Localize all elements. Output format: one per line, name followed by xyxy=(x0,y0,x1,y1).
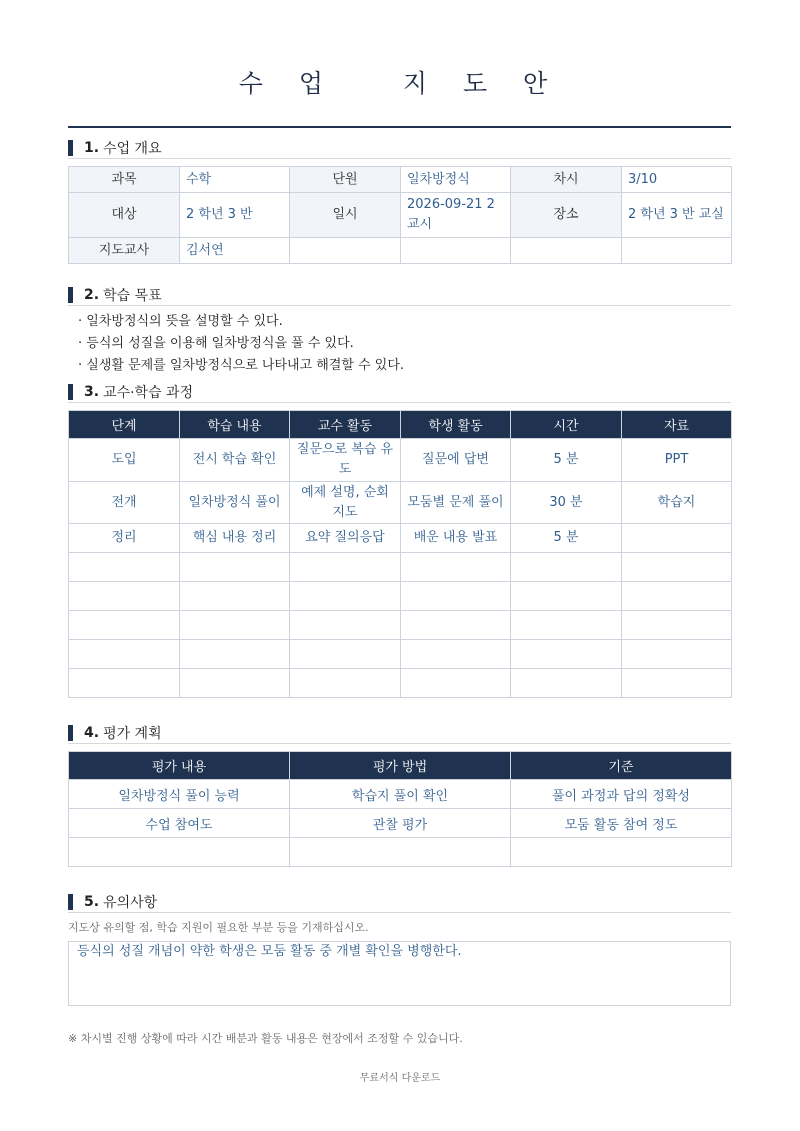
table-cell xyxy=(511,582,622,611)
table-cell: 일차방정식 풀이 능력 xyxy=(69,780,290,809)
empty-cell xyxy=(622,238,732,264)
place-label: 장소 xyxy=(511,193,622,238)
title-divider xyxy=(68,126,731,128)
section-heading-overview xyxy=(68,137,731,159)
table-cell: 학습지 풀이 확인 xyxy=(290,780,511,809)
notes-box: 등식의 성질 개념이 약한 학생은 모둠 활동 중 개별 확인을 병행한다. xyxy=(68,941,731,1006)
column-header: 기준 xyxy=(511,752,732,780)
section-heading-notes xyxy=(68,891,731,913)
table-row xyxy=(69,553,732,582)
goal-item: · 실생활 문제를 일차방정식으로 나타내고 해결할 수 있다. xyxy=(78,358,405,373)
section-marker xyxy=(68,384,73,400)
table-cell xyxy=(401,611,511,640)
table-cell xyxy=(69,611,180,640)
process-table xyxy=(68,410,732,698)
table-row xyxy=(69,640,732,669)
column-header: 자료 xyxy=(622,411,732,439)
table-cell: 관찰 평가 xyxy=(290,809,511,838)
table-cell: 5 분 xyxy=(511,439,622,482)
process-header-row xyxy=(69,411,732,439)
table-cell xyxy=(622,611,732,640)
table-row xyxy=(69,482,732,524)
table-row xyxy=(69,439,732,482)
table-cell xyxy=(69,553,180,582)
section-title: 유의사항 xyxy=(103,894,158,911)
table-cell: 풀이 과정과 답의 정확성 xyxy=(511,780,732,809)
table-cell xyxy=(290,640,401,669)
section-title: 학습 목표 xyxy=(103,287,162,304)
table-cell xyxy=(511,669,622,698)
column-header: 시간 xyxy=(511,411,622,439)
footnote: ※ 차시별 진행 상황에 따라 시간 배분과 활동 내용은 현장에서 조정할 수 있습니다. xyxy=(68,1032,463,1045)
notes-description: 지도상 유의할 점, 학습 지원이 필요한 부분 등을 기재하십시오. xyxy=(68,921,369,934)
session-value: 3/10 xyxy=(622,167,732,193)
table-cell xyxy=(69,582,180,611)
table-cell: 일차방정식 풀이 xyxy=(180,482,290,524)
table-cell xyxy=(290,611,401,640)
section-heading-goals xyxy=(68,284,731,306)
goals-list xyxy=(78,311,404,377)
table-row xyxy=(69,809,732,838)
table-cell: 수업 참여도 xyxy=(69,809,290,838)
section-title: 교수·학습 과정 xyxy=(103,384,194,401)
section-marker xyxy=(68,725,73,741)
goal-item: · 등식의 성질을 이용해 일차방정식을 풀 수 있다. xyxy=(78,336,354,351)
table-row xyxy=(69,780,732,809)
session-label: 차시 xyxy=(511,167,622,193)
empty-cell xyxy=(511,238,622,264)
target-value: 2 학년 3 반 xyxy=(180,193,290,238)
table-cell xyxy=(180,611,290,640)
column-header: 단계 xyxy=(69,411,180,439)
unit-value: 일차방정식 xyxy=(401,167,511,193)
table-cell xyxy=(69,669,180,698)
table-cell xyxy=(290,582,401,611)
goal-item: · 일차방정식의 뜻을 설명할 수 있다. xyxy=(78,314,283,329)
table-row xyxy=(69,524,732,553)
table-cell: 도입 xyxy=(69,439,180,482)
subject-value: 수학 xyxy=(180,167,290,193)
table-cell xyxy=(622,553,732,582)
section-title: 수업 개요 xyxy=(103,140,162,157)
evaluation-table xyxy=(68,751,732,867)
column-header: 교수 활동 xyxy=(290,411,401,439)
table-cell xyxy=(511,611,622,640)
table-cell xyxy=(401,669,511,698)
table-cell xyxy=(622,669,732,698)
footer-text: 무료서식 다운로드 xyxy=(359,1073,441,1084)
table-cell xyxy=(511,553,622,582)
section-title: 평가 계획 xyxy=(103,725,162,742)
place-value: 2 학년 3 반 교실 xyxy=(622,193,732,238)
table-cell xyxy=(180,640,290,669)
table-cell: 핵심 내용 정리 xyxy=(180,524,290,553)
target-label: 대상 xyxy=(69,193,180,238)
section-marker xyxy=(68,287,73,303)
teacher-value: 김서연 xyxy=(180,238,290,264)
empty-cell xyxy=(401,238,511,264)
section-number: 4. xyxy=(84,724,100,741)
table-cell: 정리 xyxy=(69,524,180,553)
table-cell xyxy=(180,669,290,698)
page-title: 수 업 지 도 안 xyxy=(238,69,562,98)
unit-label: 단원 xyxy=(290,167,401,193)
table-cell: 질문에 답변 xyxy=(401,439,511,482)
table-cell: 30 분 xyxy=(511,482,622,524)
table-row xyxy=(69,669,732,698)
table-cell: 질문으로 복습 유도 xyxy=(290,439,401,482)
table-cell xyxy=(290,553,401,582)
table-cell xyxy=(69,838,290,867)
table-cell: PPT xyxy=(622,439,732,482)
table-cell xyxy=(69,640,180,669)
table-cell xyxy=(401,640,511,669)
table-cell: 배운 내용 발표 xyxy=(401,524,511,553)
table-cell: 전개 xyxy=(69,482,180,524)
table-cell xyxy=(401,582,511,611)
table-cell: 학습지 xyxy=(622,482,732,524)
table-cell xyxy=(511,640,622,669)
table-cell xyxy=(401,553,511,582)
table-cell xyxy=(180,553,290,582)
subject-label: 과목 xyxy=(69,167,180,193)
table-cell: 5 분 xyxy=(511,524,622,553)
table-cell: 모둠 활동 참여 정도 xyxy=(511,809,732,838)
section-marker xyxy=(68,894,73,910)
section-heading-evaluation xyxy=(68,722,731,744)
table-cell: 요약 질의응답 xyxy=(290,524,401,553)
overview-table xyxy=(68,166,732,264)
table-cell: 예제 설명, 순회 지도 xyxy=(290,482,401,524)
table-cell xyxy=(290,838,511,867)
section-number: 2. xyxy=(84,286,100,303)
table-cell xyxy=(622,640,732,669)
column-header: 학생 활동 xyxy=(401,411,511,439)
table-cell xyxy=(290,669,401,698)
table-cell xyxy=(622,582,732,611)
table-cell: 전시 학습 확인 xyxy=(180,439,290,482)
section-number: 1. xyxy=(84,139,100,156)
column-header: 평가 방법 xyxy=(290,752,511,780)
table-row xyxy=(69,611,732,640)
datetime-value: 2026-09-21 2 교시 xyxy=(401,193,511,238)
section-heading-process xyxy=(68,381,731,403)
empty-cell xyxy=(290,238,401,264)
table-cell: 모둠별 문제 풀이 xyxy=(401,482,511,524)
section-number: 5. xyxy=(84,893,100,910)
column-header: 평가 내용 xyxy=(69,752,290,780)
table-row xyxy=(69,582,732,611)
table-cell xyxy=(511,838,732,867)
column-header: 학습 내용 xyxy=(180,411,290,439)
table-cell xyxy=(180,582,290,611)
section-marker xyxy=(68,140,73,156)
table-row xyxy=(69,838,732,867)
section-number: 3. xyxy=(84,383,100,400)
datetime-label: 일시 xyxy=(290,193,401,238)
teacher-label: 지도교사 xyxy=(69,238,180,264)
table-cell xyxy=(622,524,732,553)
evaluation-header-row xyxy=(69,752,732,780)
